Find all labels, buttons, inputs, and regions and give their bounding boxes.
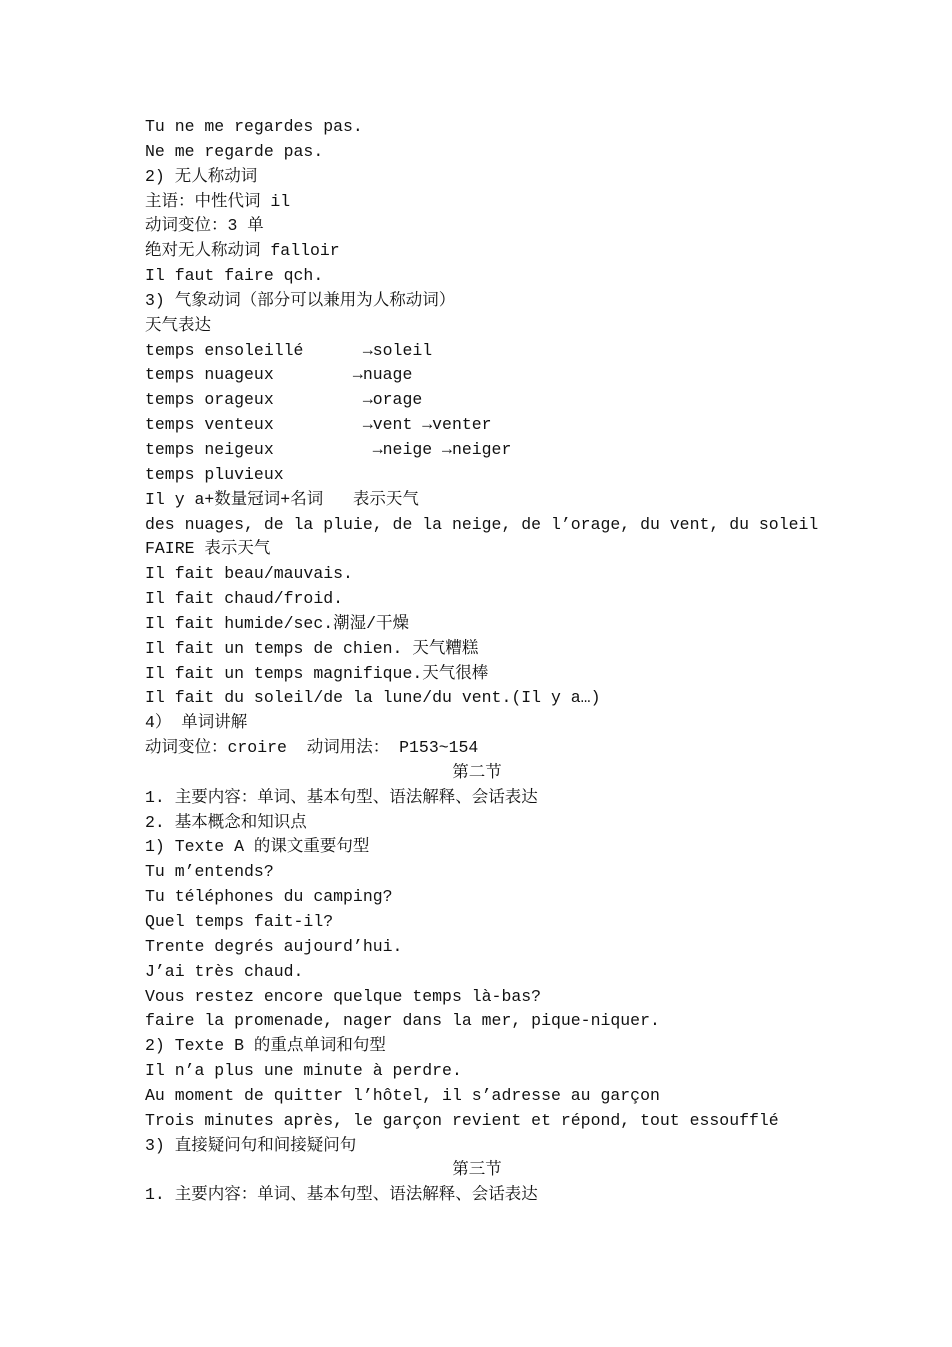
text-line: Trois minutes après, le garçon revient et répond, tout essoufflé: [145, 1110, 779, 1130]
text-line: faire la promenade, nager dans la mer, pique-niquer.: [145, 1011, 660, 1031]
text-line: 2) Texte B 的重点单词和句型: [145, 1036, 386, 1056]
text-line: Il fait un temps de chien. 天气糟糕: [145, 638, 479, 658]
text-line: 4） 单词讲解: [145, 713, 248, 733]
text-line: Quel temps fait-il?: [145, 912, 334, 931]
text-line: Il fait chaud/froid.: [145, 589, 344, 609]
text-line: Il fait humide/sec.潮湿/干燥: [145, 613, 410, 633]
text-line: FAIRE 表示天气: [145, 539, 271, 559]
text-line: Au moment de quitter l’hôtel, il s’adresse au garçon: [145, 1085, 660, 1105]
text-line: Tu m’entends?: [145, 862, 274, 882]
text-line: Il y a+数量冠词+名词 表示天气: [145, 489, 419, 509]
text-line: Il fait beau/mauvais.: [145, 564, 353, 584]
text-line: Vous restez encore quelque temps là-bas?: [145, 986, 542, 1006]
text-line: Trente degrés aujourd’hui.: [145, 936, 403, 956]
text-line: Il faut faire qch.: [145, 266, 324, 286]
text-line: 3) 气象动词（部分可以兼用为人称动词）: [145, 290, 456, 310]
text-line: Il fait du soleil/de la lune/du vent.(Il y a…): [145, 688, 601, 708]
text-line: 主语：中性代词 il: [145, 191, 291, 211]
text-line: 2) 无人称动词: [145, 166, 258, 186]
text-line: temps venteux →vent →venter: [145, 415, 492, 435]
section-heading: 第二节: [452, 762, 502, 782]
text-line: temps ensoleillé →soleil: [145, 340, 433, 360]
text-line: Il n’a plus une minute à perdre.: [145, 1061, 462, 1081]
text-line: Tu téléphones du camping?: [145, 887, 393, 907]
text-line: 1. 主要内容：单词、基本句型、语法解释、会话表达: [145, 1185, 538, 1205]
text-line: 动词变位：3 单: [145, 216, 264, 236]
text-line: Il fait un temps magnifique.天气很棒: [145, 663, 489, 683]
text-line: Tu ne me regardes pas.: [145, 117, 363, 136]
text-line: temps nuageux →nuage: [145, 365, 413, 385]
text-line: 1. 主要内容：单词、基本句型、语法解释、会话表达: [145, 787, 538, 807]
document-body: [145, 115, 819, 1208]
text-line: 天气表达: [145, 315, 211, 335]
text-line: 3) 直接疑问句和间接疑问句: [145, 1135, 357, 1155]
text-line: 2. 基本概念和知识点: [145, 812, 307, 832]
section-heading: 第三节: [452, 1160, 502, 1180]
text-line: temps pluvieux: [145, 464, 284, 484]
text-line: Ne me regarde pas.: [145, 141, 324, 161]
text-line: 绝对无人称动词 falloir: [145, 241, 340, 261]
text-line: temps orageux →orage: [145, 390, 423, 410]
text-line: 1) Texte A 的课文重要句型: [145, 837, 370, 857]
text-line: J’ai très chaud.: [145, 961, 304, 981]
text-line: des nuages, de la pluie, de la neige, de l’orage, du vent, du soleil: [145, 514, 819, 534]
text-line: 动词变位：croire 动词用法： P153~154: [145, 738, 479, 758]
text-line: temps neigeux →neige →neiger: [145, 439, 512, 459]
